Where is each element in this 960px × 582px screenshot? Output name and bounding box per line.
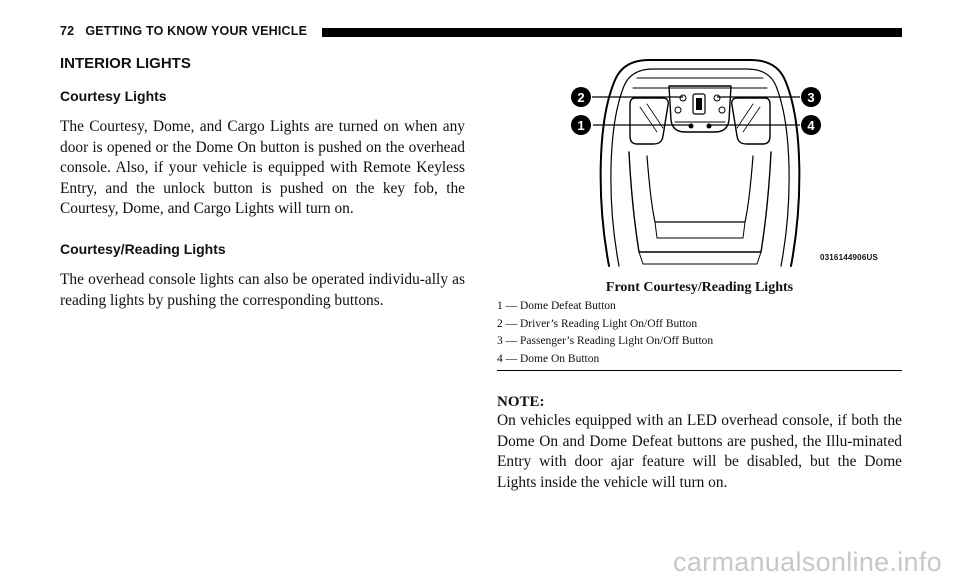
callout-4 bbox=[801, 115, 821, 135]
legend-item: 2 — Driver’s Reading Light On/Off Button bbox=[497, 317, 698, 330]
running-head bbox=[60, 24, 307, 38]
legend-rule bbox=[497, 370, 902, 371]
callout-3-label: 3 bbox=[807, 90, 815, 105]
figure-code: 0316144906US bbox=[819, 253, 878, 262]
watermark: carmanualsonline.info bbox=[673, 547, 942, 577]
overhead-console-illustration bbox=[497, 52, 902, 270]
note-text: On vehicles equipped with an LED overhead console, if both the Dome On and Dome Defeat buttons are pushed, the Illu-minated Entry with door ajar feature will be disabled, but the Dome Lights inside the vehicle will turn on. bbox=[497, 412, 902, 491]
reading-lights-heading: Courtesy/Reading Lights bbox=[60, 241, 226, 257]
figure-legend bbox=[497, 298, 902, 371]
courtesy-lights-heading: Courtesy Lights bbox=[60, 88, 167, 104]
callout-2 bbox=[571, 87, 591, 107]
legend-item: 4 — Dome On Button bbox=[497, 352, 600, 365]
callout-3 bbox=[801, 87, 821, 107]
legend-item: 1 — Dome Defeat Button bbox=[497, 300, 616, 312]
page-header bbox=[60, 24, 902, 42]
section-title: INTERIOR LIGHTS bbox=[60, 55, 191, 72]
courtesy-lights-paragraph: The Courtesy, Dome, and Cargo Lights are turned on when any door is opened or the Dome On button is pushed on the overhead console. Also, if your vehicle is equipped with Remote Keyless Entry, and the unlock button is pushed on the key fob, the Courtesy, Dome, and Cargo Lights will turn on. bbox=[60, 118, 465, 218]
callout-4-label: 4 bbox=[807, 118, 815, 133]
page-number: 72 bbox=[60, 24, 75, 38]
chapter-title: GETTING TO KNOW YOUR VEHICLE bbox=[85, 24, 308, 38]
callout-1 bbox=[571, 115, 591, 135]
legend-item: 3 — Passenger’s Reading Light On/Off Button bbox=[497, 335, 714, 348]
header-rule bbox=[322, 28, 902, 37]
overhead-console-figure bbox=[497, 52, 902, 270]
callout-1-label: 1 bbox=[577, 118, 585, 133]
callout-2-label: 2 bbox=[577, 90, 585, 105]
reading-lights-paragraph: The overhead console lights can also be operated individu-ally as reading lights by pushing the corresponding buttons. bbox=[60, 271, 465, 309]
note-label: NOTE: bbox=[497, 394, 545, 410]
figure-caption: Front Courtesy/Reading Lights bbox=[605, 280, 794, 295]
